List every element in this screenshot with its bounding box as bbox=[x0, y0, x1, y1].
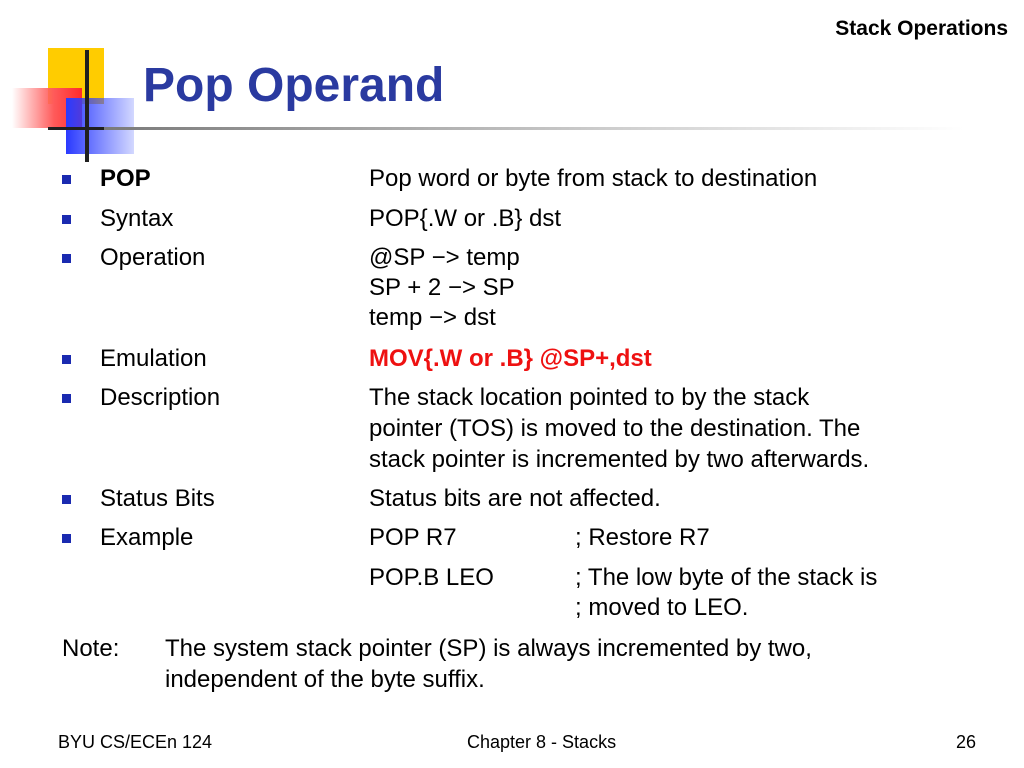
item-label: Description bbox=[100, 384, 221, 411]
item-value: The stack location pointed to by the stack bbox=[369, 384, 810, 411]
bullet-icon bbox=[62, 394, 71, 403]
item-value: temp −> dst bbox=[369, 304, 496, 331]
decorative-logo bbox=[0, 0, 160, 160]
page-number: 26 bbox=[955, 732, 976, 752]
title-rule bbox=[104, 127, 964, 130]
bullet-icon bbox=[62, 495, 71, 504]
note-label: Note: bbox=[62, 635, 120, 662]
bullet-icon bbox=[62, 254, 71, 263]
bullet-icon bbox=[62, 215, 71, 224]
note-text: independent of the byte suffix. bbox=[165, 666, 485, 693]
example-code: POP.B LEO bbox=[369, 564, 494, 591]
item-label: Status Bits bbox=[100, 485, 215, 512]
bullet-icon bbox=[62, 355, 71, 364]
item-label: Syntax bbox=[100, 205, 174, 232]
example-comment: ; Restore R7 bbox=[575, 524, 710, 551]
item-value: @SP −> temp bbox=[369, 244, 520, 271]
example-comment: ; The low byte of the stack is bbox=[575, 564, 878, 591]
logo-blue-block bbox=[66, 98, 134, 154]
item-label: POP bbox=[100, 165, 151, 192]
item-value: Pop word or byte from stack to destination bbox=[369, 165, 818, 192]
bullet-icon bbox=[62, 534, 71, 543]
item-value: Status bits are not affected. bbox=[369, 485, 661, 512]
footer-chapter: Chapter 8 - Stacks bbox=[467, 732, 617, 752]
slide-title: Pop Operand bbox=[143, 59, 445, 112]
item-label: Emulation bbox=[100, 345, 207, 372]
note-text: The system stack pointer (SP) is always incremented by two, bbox=[165, 635, 812, 662]
footer-course: BYU CS/ECEn 124 bbox=[58, 732, 213, 752]
item-value: stack pointer is incremented by two afterwards. bbox=[369, 446, 870, 473]
example-code: POP R7 bbox=[369, 524, 457, 551]
section-heading: Stack Operations bbox=[835, 17, 1008, 40]
item-value: MOV{.W or .B} @SP+,dst bbox=[369, 345, 652, 372]
item-label: Example bbox=[100, 524, 194, 551]
item-value: SP + 2 −> SP bbox=[369, 274, 515, 301]
example-comment: ; moved to LEO. bbox=[575, 594, 749, 621]
bullet-icon bbox=[62, 175, 71, 184]
item-value: pointer (TOS) is moved to the destination. The bbox=[369, 415, 861, 442]
logo-vertical-line bbox=[85, 50, 89, 162]
item-label: Operation bbox=[100, 244, 206, 271]
item-value: POP{.W or .B} dst bbox=[369, 205, 562, 232]
